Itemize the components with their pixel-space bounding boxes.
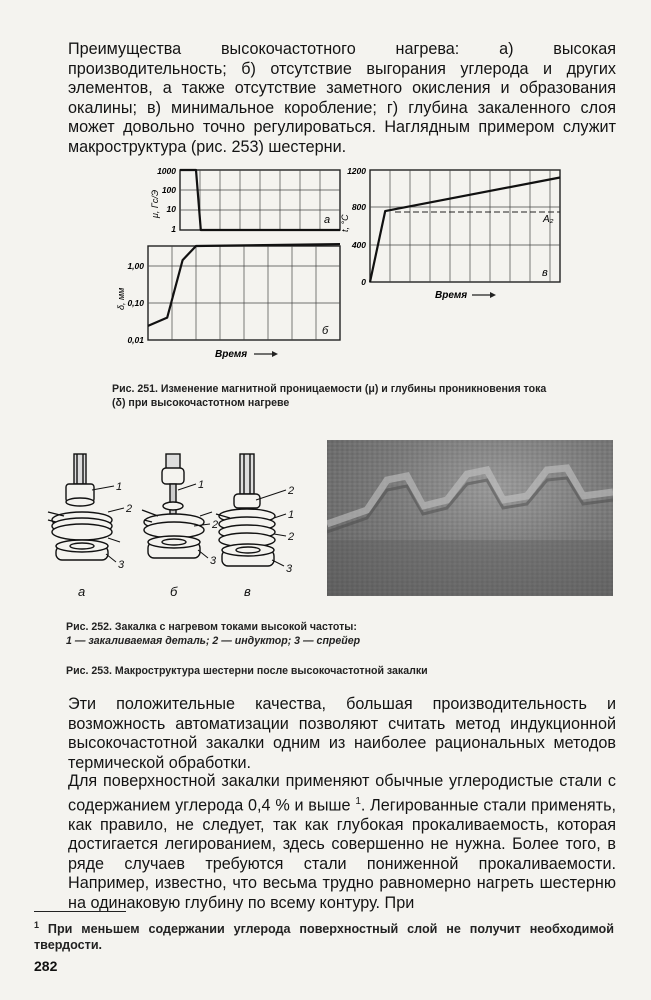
figure-251-caption: Рис. 251. Изменение магнитной проницаемости (μ) и глубины проникновения тока (δ) при высокочастотном нагреве: [112, 383, 547, 409]
axis-label: Время: [435, 290, 468, 301]
tick-label: 0: [361, 277, 366, 287]
gear-teeth-macrostructure: [327, 440, 613, 596]
callout-1: 1: [116, 481, 123, 493]
figure-252: [34, 450, 324, 608]
body-paragraph-advantages: Эти положительные качества, большая производительность и возможность автоматизации позволяют считать метод индукционной высокочастотной закалки одним из наиболее рациональных методов термической обработки.: [68, 695, 616, 772]
inductor-unit-b: [142, 454, 204, 558]
paragraph-text: . Легированные стали применять, как правило, не следует, так как глубокая прокаливаемость, которая достигается легированием, здесь совершенно не нужна. Более того, в ряде случаев требуются стали пониженной прокаливаемости. Например, известно, что весьма трудно равномерно нагреть шестерню на одинаковую глубину по всему контуру. При: [68, 795, 617, 912]
callout-2: 2: [126, 503, 133, 515]
footnote-reference: 1: [355, 795, 361, 807]
callout-3: 3: [210, 555, 217, 567]
figure-253-photo: [327, 440, 613, 596]
callout-3: 3: [118, 559, 125, 571]
panel-letter: б: [322, 325, 329, 337]
axis-label: μ, Гс/Э: [150, 189, 160, 218]
time-arrow-head: [272, 351, 278, 357]
figure-252-caption-title: Рис. 252. Закалка с нагревом токами высокой частоты:: [66, 621, 357, 633]
intro-paragraph: Преимущества высокочастотного нагрева: а) высокая производительность; б) отсутствие выгорания углерода и других элементов, а также отсутствие заметного окисления и образования окалины; в) минимальное коробление; г) глубина закаленного слоя может довольно точно регулироваться. Наглядным примером служит макроструктура (рис. 253) шестерни.: [68, 40, 616, 156]
footnote-marker: 1: [34, 920, 40, 930]
chart-mu: [150, 166, 340, 234]
page-number: 282: [34, 958, 58, 974]
footnote-divider: [34, 911, 126, 912]
chart-delta: [116, 244, 340, 360]
axis-label: t, °C: [340, 214, 350, 232]
time-arrow-head: [490, 292, 496, 298]
inductor-unit-v: [216, 454, 275, 566]
chart-temperature: [340, 166, 560, 301]
axis-label: δ, мм: [116, 287, 126, 310]
tick-label: 0,01: [127, 335, 144, 345]
body-paragraph-steels: [68, 772, 616, 914]
callout-1: 1: [198, 479, 205, 491]
figure-252-caption-legend: 1 — закаливаемая деталь; 2 — индуктор; 3 — спрейер: [66, 635, 361, 647]
paragraph-text: Для поверхностной закалки применяют обычные углеродистые стали с содержанием углерода 0,4 % и выше: [68, 772, 616, 814]
footnote-text: При меньшем содержании углерода поверхностный слой не получит необходимой твердости.: [34, 922, 614, 953]
tick-label: 1: [171, 224, 176, 234]
tick-label: 10: [166, 204, 176, 214]
callout-2: 2: [288, 531, 295, 543]
footnote: [34, 917, 614, 953]
annotation-a2: A₂: [543, 214, 554, 225]
axis-label: Время: [215, 349, 248, 360]
figure-252-caption: [66, 620, 606, 648]
tick-label: 1200: [347, 166, 366, 176]
tick-label: 0,10: [127, 298, 144, 308]
figure-253-caption: Рис. 253. Макроструктура шестерни после высокочастотной закалки: [66, 665, 428, 677]
callout-2: 2: [288, 485, 295, 497]
tick-label: 100: [161, 185, 176, 195]
callout-2: 2: [212, 519, 219, 531]
subfigure-label-a: а: [78, 584, 86, 599]
tick-label: 400: [351, 240, 366, 250]
panel-letter: в: [542, 267, 548, 279]
series-line-temperature: [370, 178, 560, 283]
figure-251: [100, 160, 580, 375]
callout-1: 1: [288, 509, 295, 521]
subfigure-label-b: б: [170, 584, 178, 599]
callout-3: 3: [286, 563, 293, 575]
subfigure-label-v: в: [244, 584, 251, 599]
inductor-unit-a: [48, 454, 112, 560]
tick-label: 800: [351, 202, 366, 212]
tick-label: 1,00: [127, 261, 144, 271]
panel-letter: а: [324, 214, 331, 226]
tick-label: 1000: [157, 166, 176, 176]
